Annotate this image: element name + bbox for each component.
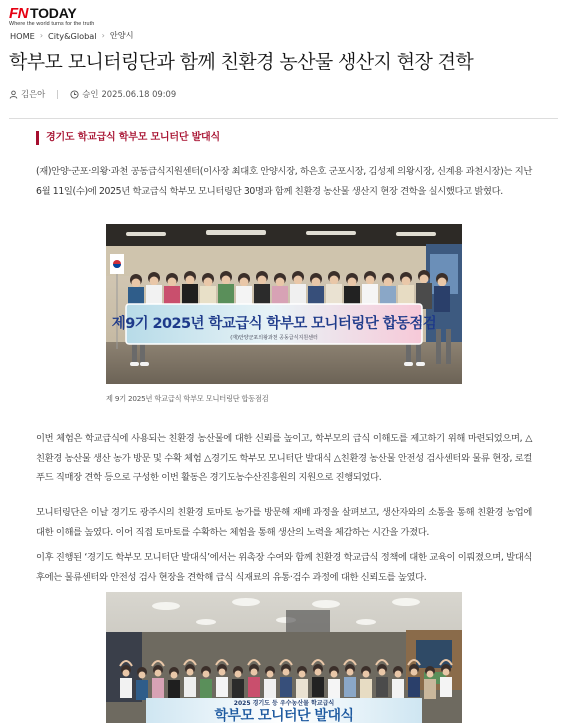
breadcrumb-category[interactable]: 안양시 <box>109 30 134 40</box>
chevron-right-icon: › <box>39 31 44 40</box>
breadcrumb <box>10 30 134 41</box>
logo-mark: FN <box>9 5 28 22</box>
breadcrumb-home[interactable]: HOME <box>10 30 35 41</box>
photo-caption: 제 9기 2025년 학교급식 학부모 모니터링단 합동점검 <box>106 394 269 403</box>
article-paragraph: 이번 체험은 학교급식에 사용되는 친환경 농산물에 대한 신뢰를 높이고, 학부모의 급식 이해도를 제고하기 위해 마련되었으며, △친환경 농산물 생산 농가 방문 및 수확 체험 △경기도 학부모 모니터단 발대식 △친환경 농산물 안전성 검사센터와 물류 현장, 로컬푸드 직매장 견학 등으로 구성한 이번 활동은 경기도농수산진흥원의 지원으로 진행되었다. <box>36 433 532 483</box>
article-paragraph: 이후 진행된 ‘경기도 학부모 모니터단 발대식’에서는 위촉장 수여와 함께 친환경 학교급식 정책에 대한 교육이 이뤄졌으며, 발대식 후에는 물류센터와 안전성 검사 현장을 견학해 급식 식재료의 유통·검수 과정에 대한 신뢰도를 높였다. <box>36 552 532 583</box>
photo1-banner-text: 제9기 2025년 학교급식 학부모 모니터링단 합동점검 <box>111 316 437 332</box>
breadcrumb-section[interactable]: City&Global <box>48 30 97 41</box>
logo-name: TODAY <box>30 5 77 21</box>
clock-icon <box>70 90 79 99</box>
date-label: 승인 <box>82 89 99 99</box>
user-icon <box>9 90 18 99</box>
ceremony-photo-image <box>106 592 462 723</box>
article-title: 학부모 모니터링단과 함께 친환경 농산물 생산지 현장 견학 <box>9 51 474 73</box>
publish-info <box>70 88 176 100</box>
site-logo[interactable] <box>9 5 94 27</box>
author-name: 김은아 <box>21 89 46 99</box>
photo2-banner-top: 2025 경기도 등 우수농산물 학교급식 <box>233 700 335 707</box>
meta-divider <box>57 90 58 99</box>
logo-slogan: Where the world turns for the truth <box>9 21 95 27</box>
article-subhead: 경기도 학교급식 학부모 모니터단 발대식 <box>36 131 220 145</box>
header-divider <box>9 118 558 119</box>
article-paragraph: 모니터링단은 이날 경기도 광주시의 친환경 토마토 농가를 방문해 재배 과정을 살펴보고, 생산자와의 소통을 통해 친환경 농업에 대한 이해를 높였다. 이어 직접 토마토를 수확하는 체험을 통해 생산의 노력을 체감하는 시간을 가졌다. <box>36 507 532 538</box>
article-photo-group <box>106 224 462 384</box>
article-paragraph: (재)안양·군포·의왕·과천 공동급식지원센터(이사장 최대호 안양시장, 하은호 군포시장, 김성제 의왕시장, 신계용 과천시장)는 지난 6월 11일(수)에 2025년 학교급식 학부모 모니터링단 30명과 함께 친환경 농산물 생산지 현장 견학을 실시했다고 밝혔다. <box>36 166 532 197</box>
publish-date: 2025.06.18 09:09 <box>101 89 177 99</box>
photo2-banner-main: 학부모 모니터단 발대식 <box>214 708 354 723</box>
group-photo-image <box>106 224 462 384</box>
article-meta <box>9 88 176 100</box>
chevron-right-icon: › <box>101 31 105 40</box>
author-info <box>9 88 45 100</box>
article-photo-ceremony <box>106 592 462 723</box>
photo1-banner-org: (재)안양군포의왕과천 공동급식지원센터 <box>230 335 318 341</box>
